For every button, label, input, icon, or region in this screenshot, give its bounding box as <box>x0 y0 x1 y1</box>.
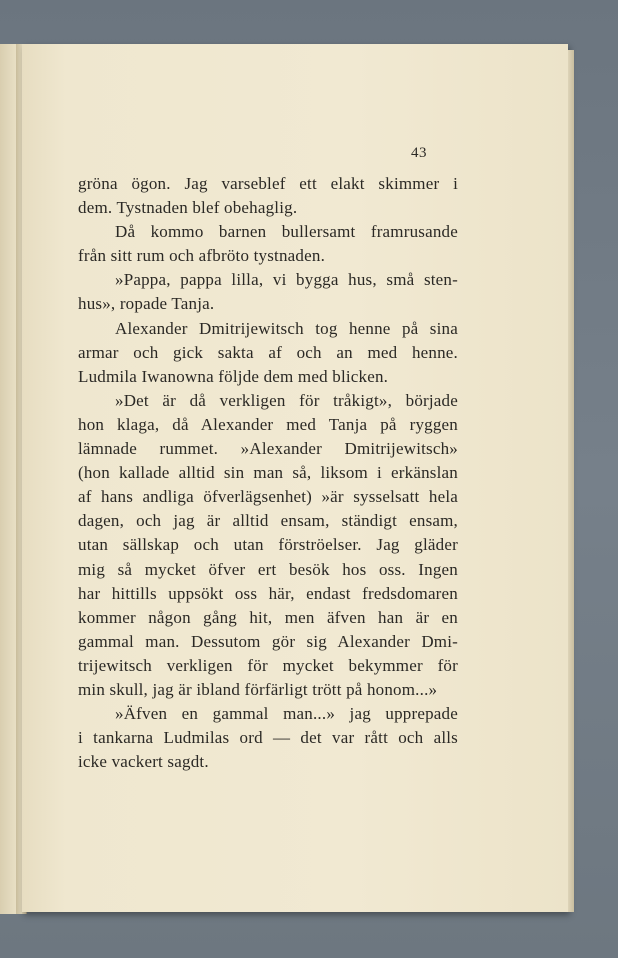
page-fore-edge <box>568 50 574 912</box>
text-line: armar och gick sakta af och an med henne. <box>78 342 458 362</box>
text-line: kommer någon gång hit, men äfven han är en <box>78 607 458 627</box>
text-line: mig så mycket öfver ert besök hos oss. Ingen <box>78 559 458 579</box>
text-line: Då kommo barnen bullersamt framrusande <box>115 222 458 242</box>
text-line: dagen, och jag är alltid ensam, ständigt ensam, <box>78 511 458 531</box>
text-line: af hans andliga öfverlägsenhet) »är sysselsatt hela <box>78 487 458 507</box>
text-line: »Det är då verkligen för tråkigt», började <box>115 390 458 410</box>
text-line: »Pappa, pappa lilla, vi bygga hus, små sten- <box>115 270 458 290</box>
body-text <box>78 172 458 774</box>
text-line: gröna ögon. Jag varseblef ett elakt skimmer i <box>78 174 458 193</box>
text-line: lämnade rummet. »Alexander Dmitrijewitsch» <box>78 439 458 459</box>
text-line: trijewitsch verkligen för mycket bekymmer för <box>78 655 458 675</box>
text-line: hus», ropade Tanja. <box>78 294 215 314</box>
text-line: icke vackert sagdt. <box>78 752 209 772</box>
text-line: från sitt rum och afbröto tystnaden. <box>78 246 326 266</box>
page-number: 43 <box>411 145 427 161</box>
text-line: i tankarna Ludmilas ord — det var rått och alls <box>78 728 458 748</box>
text-line: Ludmila Iwanowna följde dem med blicken. <box>78 366 389 386</box>
text-line: utan sällskap och utan förströelser. Jag gläder <box>78 535 458 555</box>
text-line: dem. Tystnaden blef obehaglig. <box>78 198 298 218</box>
text-line: (hon kallade alltid sin man så, liksom i erkänslan <box>78 463 458 483</box>
text-line: gammal man. Dessutom gör sig Alexander Dmi- <box>78 631 458 651</box>
text-line: min skull, jag är ibland förfärligt trött på honom...» <box>78 679 438 699</box>
text-line: har hittills uppsökt oss här, endast fredsdomaren <box>78 583 458 603</box>
text-line: Alexander Dmitrijewitsch tog henne på sina <box>115 318 458 338</box>
text-line: »Äfven en gammal man...» jag upprepade <box>115 704 458 724</box>
text-line: hon klaga, då Alexander med Tanja på ryggen <box>78 414 458 434</box>
